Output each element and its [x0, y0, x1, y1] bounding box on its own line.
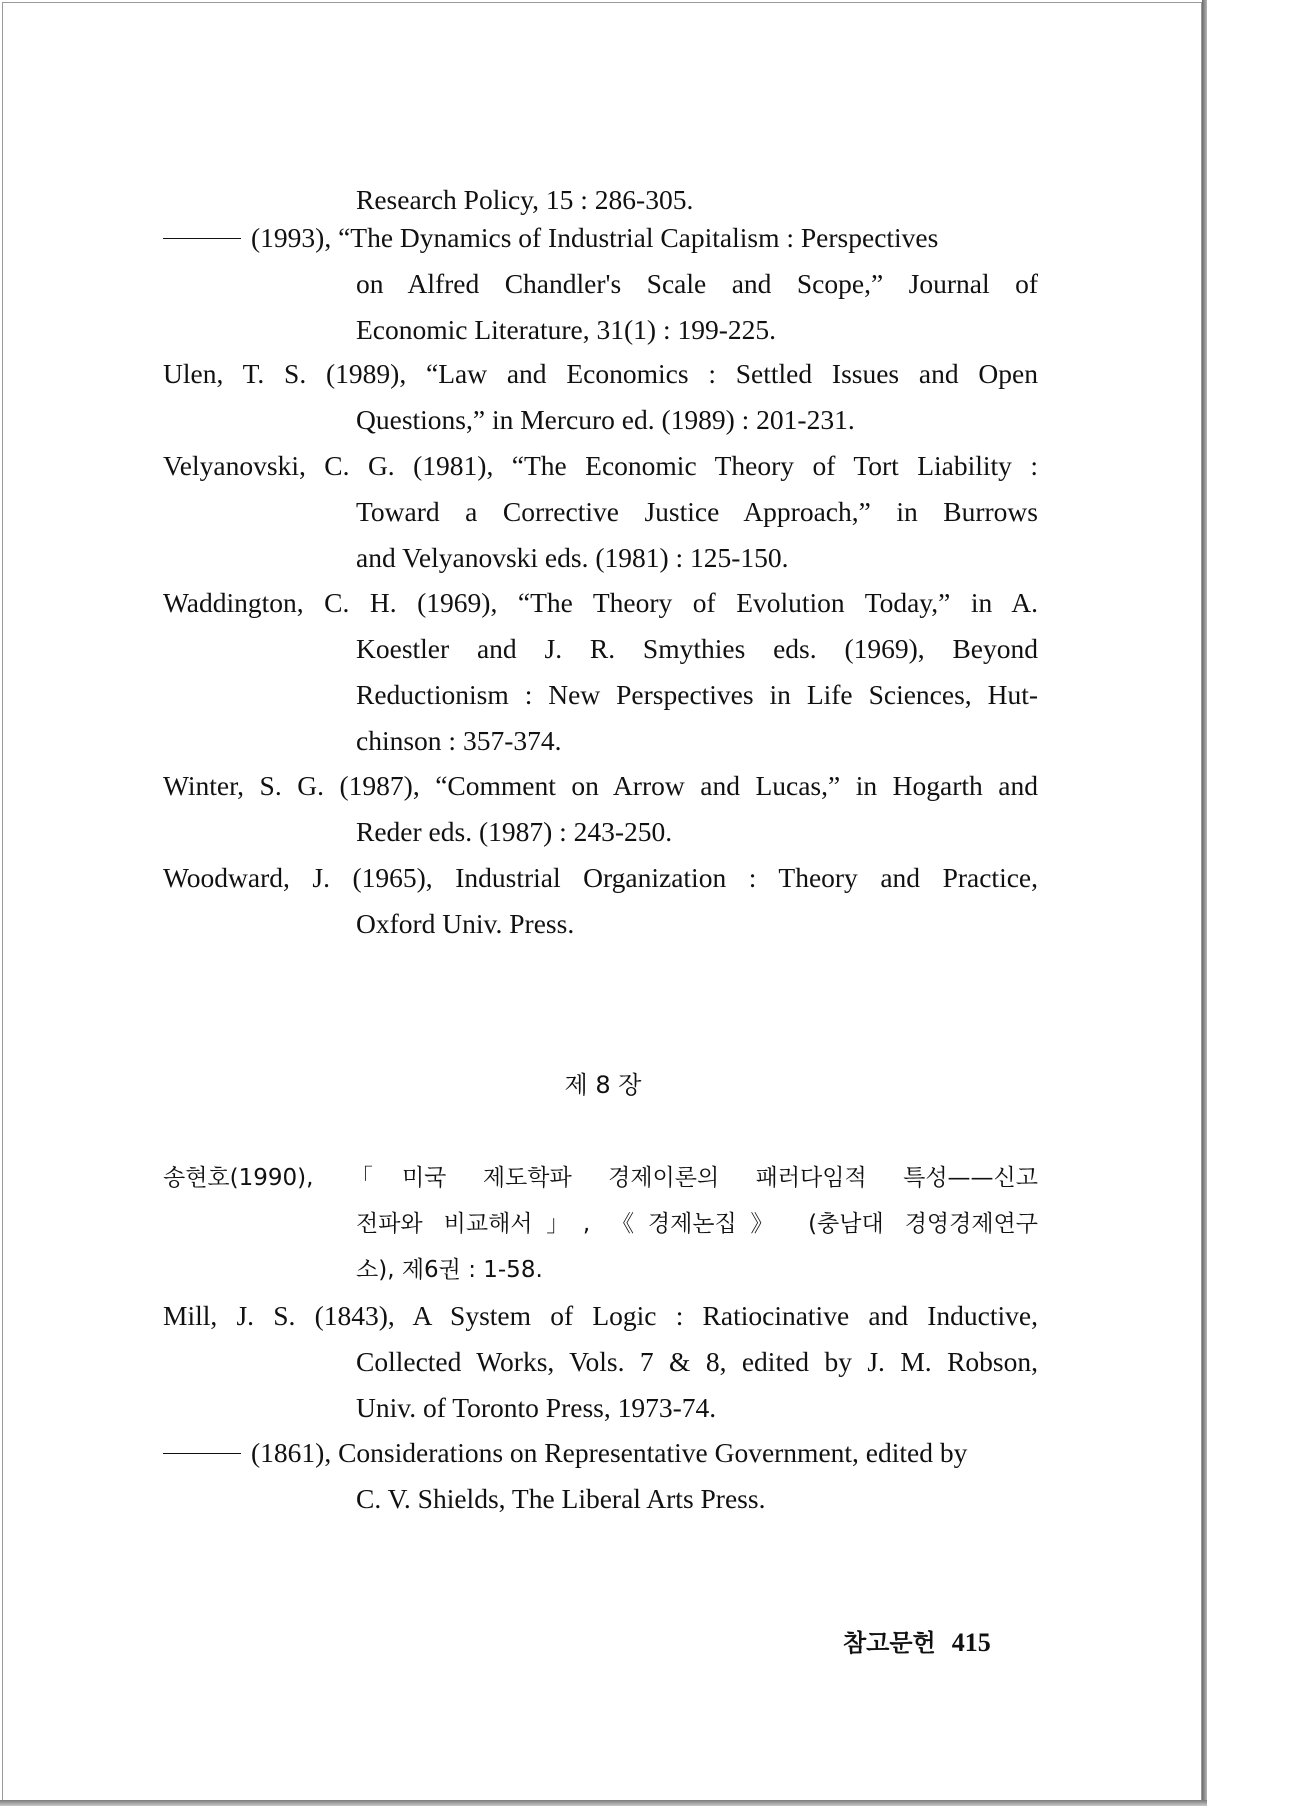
reference-line-text: (1861), Considerations on Representative Government, edited by: [251, 1437, 968, 1468]
reference-line: Woodward, J. (1965), Industrial Organization : Theory and Practice,: [163, 862, 1038, 893]
page-footer: [843, 1623, 991, 1658]
page-bottom-shadow: [0, 1800, 1207, 1806]
reference-line: Questions,” in Mercuro ed. (1989) : 201-231.: [356, 404, 855, 435]
reference-line: Mill, J. S. (1843), A System of Logic : Ratiocinative and Inductive,: [163, 1300, 1038, 1331]
repeat-author-dash: [163, 1453, 241, 1454]
page-edge-shadow: [1202, 0, 1207, 1806]
reference-line: Koestler and J. R. Smythies eds. (1969), Beyond: [356, 633, 1038, 664]
reference-entry: [163, 763, 1038, 855]
reference-line: Oxford Univ. Press.: [356, 908, 575, 939]
reference-line: Collected Works, Vols. 7 & 8, edited by J. M. Robson,: [356, 1346, 1038, 1377]
reference-line: and Velyanovski eds. (1981) : 125-150.: [356, 542, 789, 573]
reference-line: chinson : 357-374.: [356, 725, 562, 756]
reference-line: Economic Literature, 31(1) : 199-225.: [356, 314, 777, 345]
reference-line: Reductionism : New Perspectives in Life Sciences, Hut-: [356, 679, 1038, 710]
reference-line: Research Policy, 15 : 286-305.: [356, 184, 694, 215]
reference-entry: [163, 1155, 1038, 1293]
reference-line: on Alfred Chandler's Scale and Scope,” Journal of: [356, 268, 1038, 299]
reference-entry: [163, 351, 1038, 443]
reference-line: [163, 215, 1038, 261]
chapter-heading: 제 8 장: [564, 1071, 642, 1099]
reference-entry: [163, 1430, 1038, 1522]
document-page: [2, 2, 1202, 1802]
reference-entry: [163, 215, 1038, 353]
reference-line: Ulen, T. S. (1989), “Law and Economics : Settled Issues and Open: [163, 358, 1038, 389]
reference-line: [163, 1430, 1038, 1476]
reference-line: 송현호(1990), 「미국 제도학파 경제이론의 패러다임적 특성——신고: [163, 1165, 1038, 1191]
reference-line-text: (1993), “The Dynamics of Industrial Capitalism : Perspectives: [251, 222, 939, 253]
reference-line: 소), 제6권 : 1-58.: [356, 1257, 543, 1283]
reference-line: Toward a Corrective Justice Approach,” in Burrows: [356, 496, 1038, 527]
reference-line: Waddington, C. H. (1969), “The Theory of Evolution Today,” in A.: [163, 587, 1038, 618]
repeat-author-dash: [163, 238, 241, 239]
reference-entry: [163, 1293, 1038, 1431]
reference-line: Reder eds. (1987) : 243-250.: [356, 816, 673, 847]
reference-line: Univ. of Toronto Press, 1973-74.: [356, 1392, 717, 1423]
page-number: 415: [951, 1628, 991, 1657]
reference-line: 전파와 비교해서」, 《경제논집》 (충남대 경영경제연구: [356, 1211, 1038, 1237]
reference-line: C. V. Shields, The Liberal Arts Press.: [356, 1483, 766, 1514]
reference-entry: [163, 443, 1038, 581]
reference-line: Velyanovski, C. G. (1981), “The Economic Theory of Tort Liability :: [163, 450, 1038, 481]
reference-entry: [163, 855, 1038, 947]
reference-line: Winter, S. G. (1987), “Comment on Arrow and Lucas,” in Hogarth and: [163, 770, 1038, 801]
reference-entry: [163, 580, 1038, 764]
footer-section-title: 참고문헌: [843, 1628, 936, 1657]
